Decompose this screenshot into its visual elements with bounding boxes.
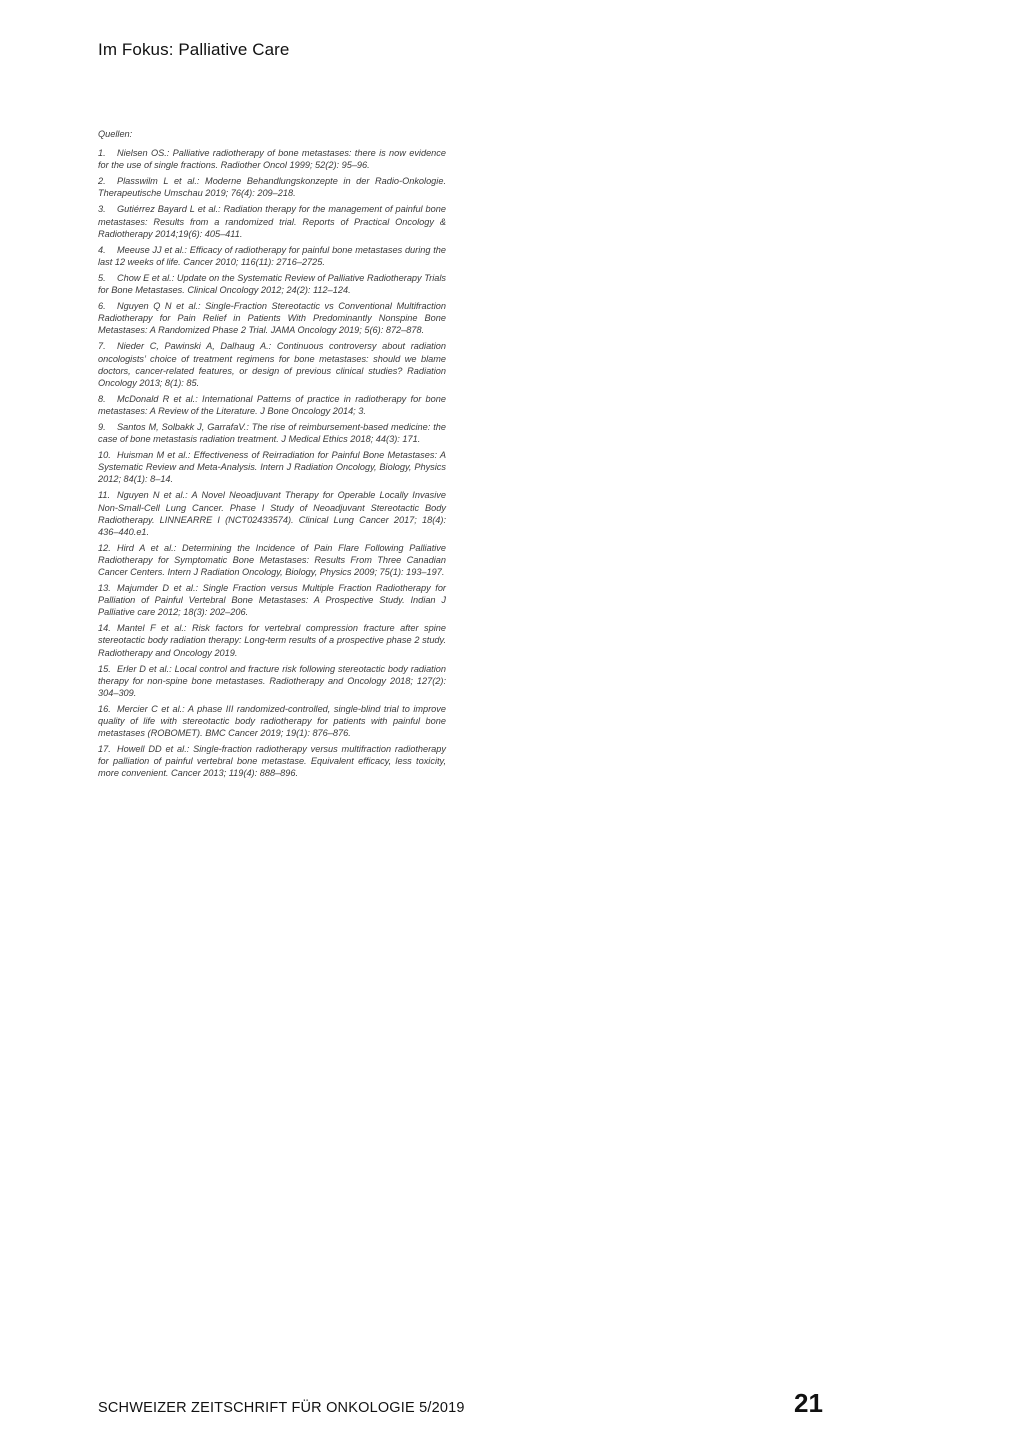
reference-number: 10. — [98, 450, 111, 461]
reference-item-6 — [98, 300, 446, 336]
reference-text: Gutiérrez Bayard L et al.: Radiation therapy for the management of painful bone metastases: Results from a randomized trial. Reports of Practical Oncology & Radiotherapy 2014;19(6): 405–411. — [98, 204, 446, 239]
reference-item-17 — [98, 743, 446, 779]
reference-item-3 — [98, 203, 446, 239]
reference-number: 3. — [98, 204, 106, 215]
reference-number: 13. — [98, 583, 111, 594]
references-section — [98, 128, 446, 784]
reference-number: 8. — [98, 393, 106, 404]
reference-item-1 — [98, 147, 446, 171]
reference-item-5 — [98, 272, 446, 296]
reference-number: 17. — [98, 744, 111, 755]
reference-number: 15. — [98, 663, 111, 674]
reference-number: 9. — [98, 421, 106, 432]
reference-text: Howell DD et al.: Single-fraction radiotherapy versus multifraction radiotherapy for palliation of painful vertebral bone metastase. Equivalent efficacy, less toxicity, more convenient. Cancer 2013; 119(4): 888–896. — [98, 744, 446, 779]
reference-item-12 — [98, 542, 446, 578]
reference-text: Meeuse JJ et al.: Efficacy of radiotherapy for painful bone metastases during the last 12 weeks of life. Cancer 2010; 116(11): 2716–2725. — [98, 244, 446, 267]
reference-text: Erler D et al.: Local control and fracture risk following stereotactic body radiation therapy for non-spine bone metastases. Radiotherapy and Oncology 2018; 127(2): 304–309. — [98, 663, 446, 698]
reference-text: Santos M, Solbakk J, GarrafaV.: The rise of reimbursement-based medicine: the case of bone metastasis radiation treatment. J Medical Ethics 2018; 44(3): 171. — [98, 421, 446, 445]
reference-number: 11. — [98, 490, 111, 501]
reference-number: 2. — [98, 176, 106, 187]
reference-item-9 — [98, 421, 446, 445]
reference-number: 5. — [98, 272, 106, 283]
reference-text: Chow E et al.: Update on the Systematic Review of Palliative Radiotherapy Trials for Bone Metastases. Clinical Oncology 2012; 24(2): 112–124. — [98, 272, 446, 296]
page-header-title: Im Fokus: Palliative Care — [98, 40, 290, 59]
reference-item-8 — [98, 393, 446, 417]
reference-item-14 — [98, 622, 446, 658]
reference-text: Plasswilm L et al.: Moderne Behandlungskonzepte in der Radio-Onkologie. Therapeutische Umschau 2019; 76(4): 209–218. — [98, 176, 446, 199]
reference-text: Huisman M et al.: Effectiveness of Reirradiation for Painful Bone Metastases: A Systematic Review and Meta-Analysis. Intern J Radiation Oncology, Biology, Physics 2012; 84(1): 8–14. — [98, 450, 446, 485]
reference-item-4 — [98, 244, 446, 268]
footer-journal-title: SCHWEIZER ZEITSCHRIFT FÜR ONKOLOGIE 5/2019 — [98, 1400, 465, 1416]
reference-item-11 — [98, 489, 446, 537]
reference-text: Mercier C et al.: A phase III randomized-controlled, single-blind trial to improve quality of life with stereotactic body radiotherapy for patients with painful bone metastases (ROBOMET). BMC Cancer 2019; 19(1): 876–876. — [98, 703, 446, 739]
reference-number: 16. — [98, 703, 111, 714]
reference-item-2 — [98, 175, 446, 199]
reference-text: Nguyen Q N et al.: Single-Fraction Stereotactic vs Conventional Multifraction Radiotherapy for Pain Relief in Patients With Predominantly Nonspine Bone Metastases: A Randomized Phase 2 Trial. JAMA Oncology 2019; 5(6): 872–878. — [98, 301, 446, 336]
page-number: 21 — [794, 1388, 823, 1418]
reference-number: 7. — [98, 341, 106, 352]
reference-number: 12. — [98, 542, 111, 553]
reference-number: 4. — [98, 244, 106, 255]
reference-text: McDonald R et al.: International Patterns of practice in radiotherapy for bone metastases: A Review of the Literature. J Bone Oncology 2014; 3. — [98, 393, 446, 416]
reference-text: Hird A et al.: Determining the Incidence of Pain Flare Following Palliative Radiotherapy for Symptomatic Bone Metastases: Results From Three Canadian Cancer Centers. Intern J Radiation Oncology, Biology, Physics 2009; 75(1): 193–197. — [98, 542, 446, 577]
reference-item-16 — [98, 703, 446, 739]
reference-text: Nieder C, Pawinski A, Dalhaug A.: Continuous controversy about radiation oncologists’ choice of treatment regimens for bone metastases: should we blame doctors, cancer-related features, or design of previous clinical studies? Radiation Oncology 2013; 8(1): 85. — [98, 341, 446, 388]
reference-text: Nguyen N et al.: A Novel Neoadjuvant Therapy for Operable Locally Invasive Non-Small-Cell Lung Cancer. Phase I Study of Neoadjuvant Stereotactic Body Radiotherapy. LINNEARRE I (NCT02433574). Clinical Lung Cancer 2017; 18(4): 436–440.e1. — [98, 490, 446, 537]
reference-text: Nielsen OS.: Palliative radiotherapy of bone metastases: there is now evidence for the use of single fractions. Radiother Oncol 1999; 52(2): 95–96. — [98, 148, 446, 171]
reference-text: Mantel F et al.: Risk factors for vertebral compression fracture after spine stereotactic body radiation therapy: Long-term results of a prospective phase 2 study. Radiotherapy and Oncology 2019. — [98, 623, 446, 658]
reference-text: Majumder D et al.: Single Fraction versus Multiple Fraction Radiotherapy for Palliation of Painful Vertebral Bone Metastases: A Prospective Study. Indian J Palliative care 2012; 18(3): 202–206. — [98, 583, 446, 618]
reference-item-7 — [98, 340, 446, 388]
reference-number: 1. — [98, 148, 106, 159]
references-heading: Quellen: — [98, 129, 133, 139]
reference-number: 6. — [98, 301, 106, 312]
reference-item-13 — [98, 582, 446, 618]
reference-number: 14. — [98, 623, 111, 634]
reference-item-15 — [98, 663, 446, 699]
reference-item-10 — [98, 449, 446, 485]
